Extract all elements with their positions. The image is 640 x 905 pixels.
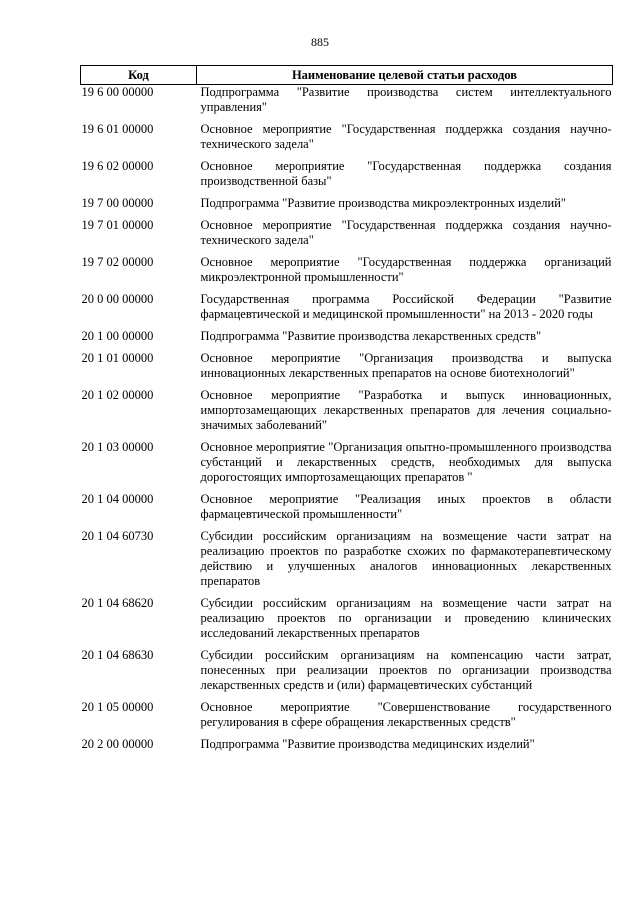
row-name: Основное мероприятие "Совершенствование государственного регулирования в сфере обращения лекарственных средств" (200, 700, 612, 729)
row-name: Подпрограмма "Развитие производства лекарственных средств" (200, 329, 542, 343)
row-code: 19 6 00 00000 (81, 85, 154, 99)
table-row (81, 218, 613, 255)
row-code: 20 1 04 68620 (81, 596, 154, 610)
table-header-row (81, 66, 613, 85)
row-code: 20 1 05 00000 (81, 700, 154, 714)
row-name: Основное мероприятие "Разработка и выпуск инновационных, импортозамещающих лекарственных препаратов для лечения социально-значимых заболеваний" (200, 388, 612, 432)
row-name: Подпрограмма "Развитие производства микроэлектронных изделий" (200, 196, 567, 210)
table-row (81, 388, 613, 440)
table-row (81, 700, 613, 737)
row-name: Основное мероприятие "Государственная поддержка создания производственной базы" (200, 159, 612, 188)
row-name: Основное мероприятие "Государственная поддержка создания научно-технического задела" (200, 218, 612, 247)
table-row (81, 351, 613, 388)
row-name: Основное мероприятие "Государственная поддержка создания научно-технического задела" (200, 122, 612, 151)
table-row (81, 329, 613, 351)
row-name: Основное мероприятие "Организация производства и выпуска инновационных лекарственных препаратов на основе биотехнологий" (200, 351, 612, 380)
row-code: 19 6 01 00000 (81, 122, 154, 136)
row-code: 20 0 00 00000 (81, 292, 154, 306)
row-name: Субсидии российским организациям на возмещение части затрат на реализацию проектов по разработке схожих по фармакотерапевтическому действию и улучшенных аналогов инновационных лекарственных препаратов (200, 529, 612, 588)
table-row (81, 85, 613, 123)
row-code: 19 7 02 00000 (81, 255, 154, 269)
row-code: 20 1 03 00000 (81, 440, 154, 454)
row-name: Субсидии российским организациям на компенсацию части затрат, понесенных при реализации проектов по организации производства лекарственных средств и (или) фармацевтических субстанций (200, 648, 612, 692)
header-code: Код (81, 66, 197, 85)
row-name: Подпрограмма "Развитие производства медицинских изделий" (200, 737, 535, 751)
budget-table (80, 65, 613, 759)
table-row (81, 737, 613, 759)
table-row (81, 596, 613, 648)
table-row (81, 648, 613, 700)
table-row (81, 196, 613, 218)
table-row (81, 492, 613, 529)
row-code: 19 7 00 00000 (81, 196, 154, 210)
table-row (81, 529, 613, 596)
row-name: Основное мероприятие "Реализация иных проектов в области фармацевтической промышленности" (200, 492, 612, 521)
table-body (81, 85, 613, 760)
table-row (81, 440, 613, 492)
page-number: 885 (311, 35, 329, 49)
table-row (81, 292, 613, 329)
row-code: 20 1 00 00000 (81, 329, 154, 343)
row-name: Государственная программа Российской Федерации "Развитие фармацевтической и медицинской промышленности" на 2013 - 2020 годы (200, 292, 612, 321)
row-name: Подпрограмма "Развитие производства систем интеллектуального управления" (200, 85, 612, 114)
table-row (81, 255, 613, 292)
row-name: Основное мероприятие "Государственная поддержка организаций микроэлектронной промышленности" (200, 255, 612, 284)
row-name: Основное мероприятие "Организация опытно-промышленного производства субстанций и лекарственных средств, необходимых для выпуска дорогостоящих импортозамещающих препаратов " (200, 440, 612, 484)
table-row (81, 122, 613, 159)
table-row (81, 159, 613, 196)
row-code: 20 1 04 00000 (81, 492, 154, 506)
row-code: 20 1 04 60730 (81, 529, 154, 543)
row-code: 20 1 04 68630 (81, 648, 154, 662)
row-code: 20 1 01 00000 (81, 351, 154, 365)
row-code: 20 1 02 00000 (81, 388, 154, 402)
row-code: 20 2 00 00000 (81, 737, 154, 751)
row-code: 19 6 02 00000 (81, 159, 154, 173)
header-name: Наименование целевой статьи расходов (197, 66, 613, 85)
row-code: 19 7 01 00000 (81, 218, 154, 232)
row-name: Субсидии российским организациям на возмещение части затрат на реализацию проектов по организации и проведению клинических исследований лекарственных препаратов (200, 596, 612, 640)
